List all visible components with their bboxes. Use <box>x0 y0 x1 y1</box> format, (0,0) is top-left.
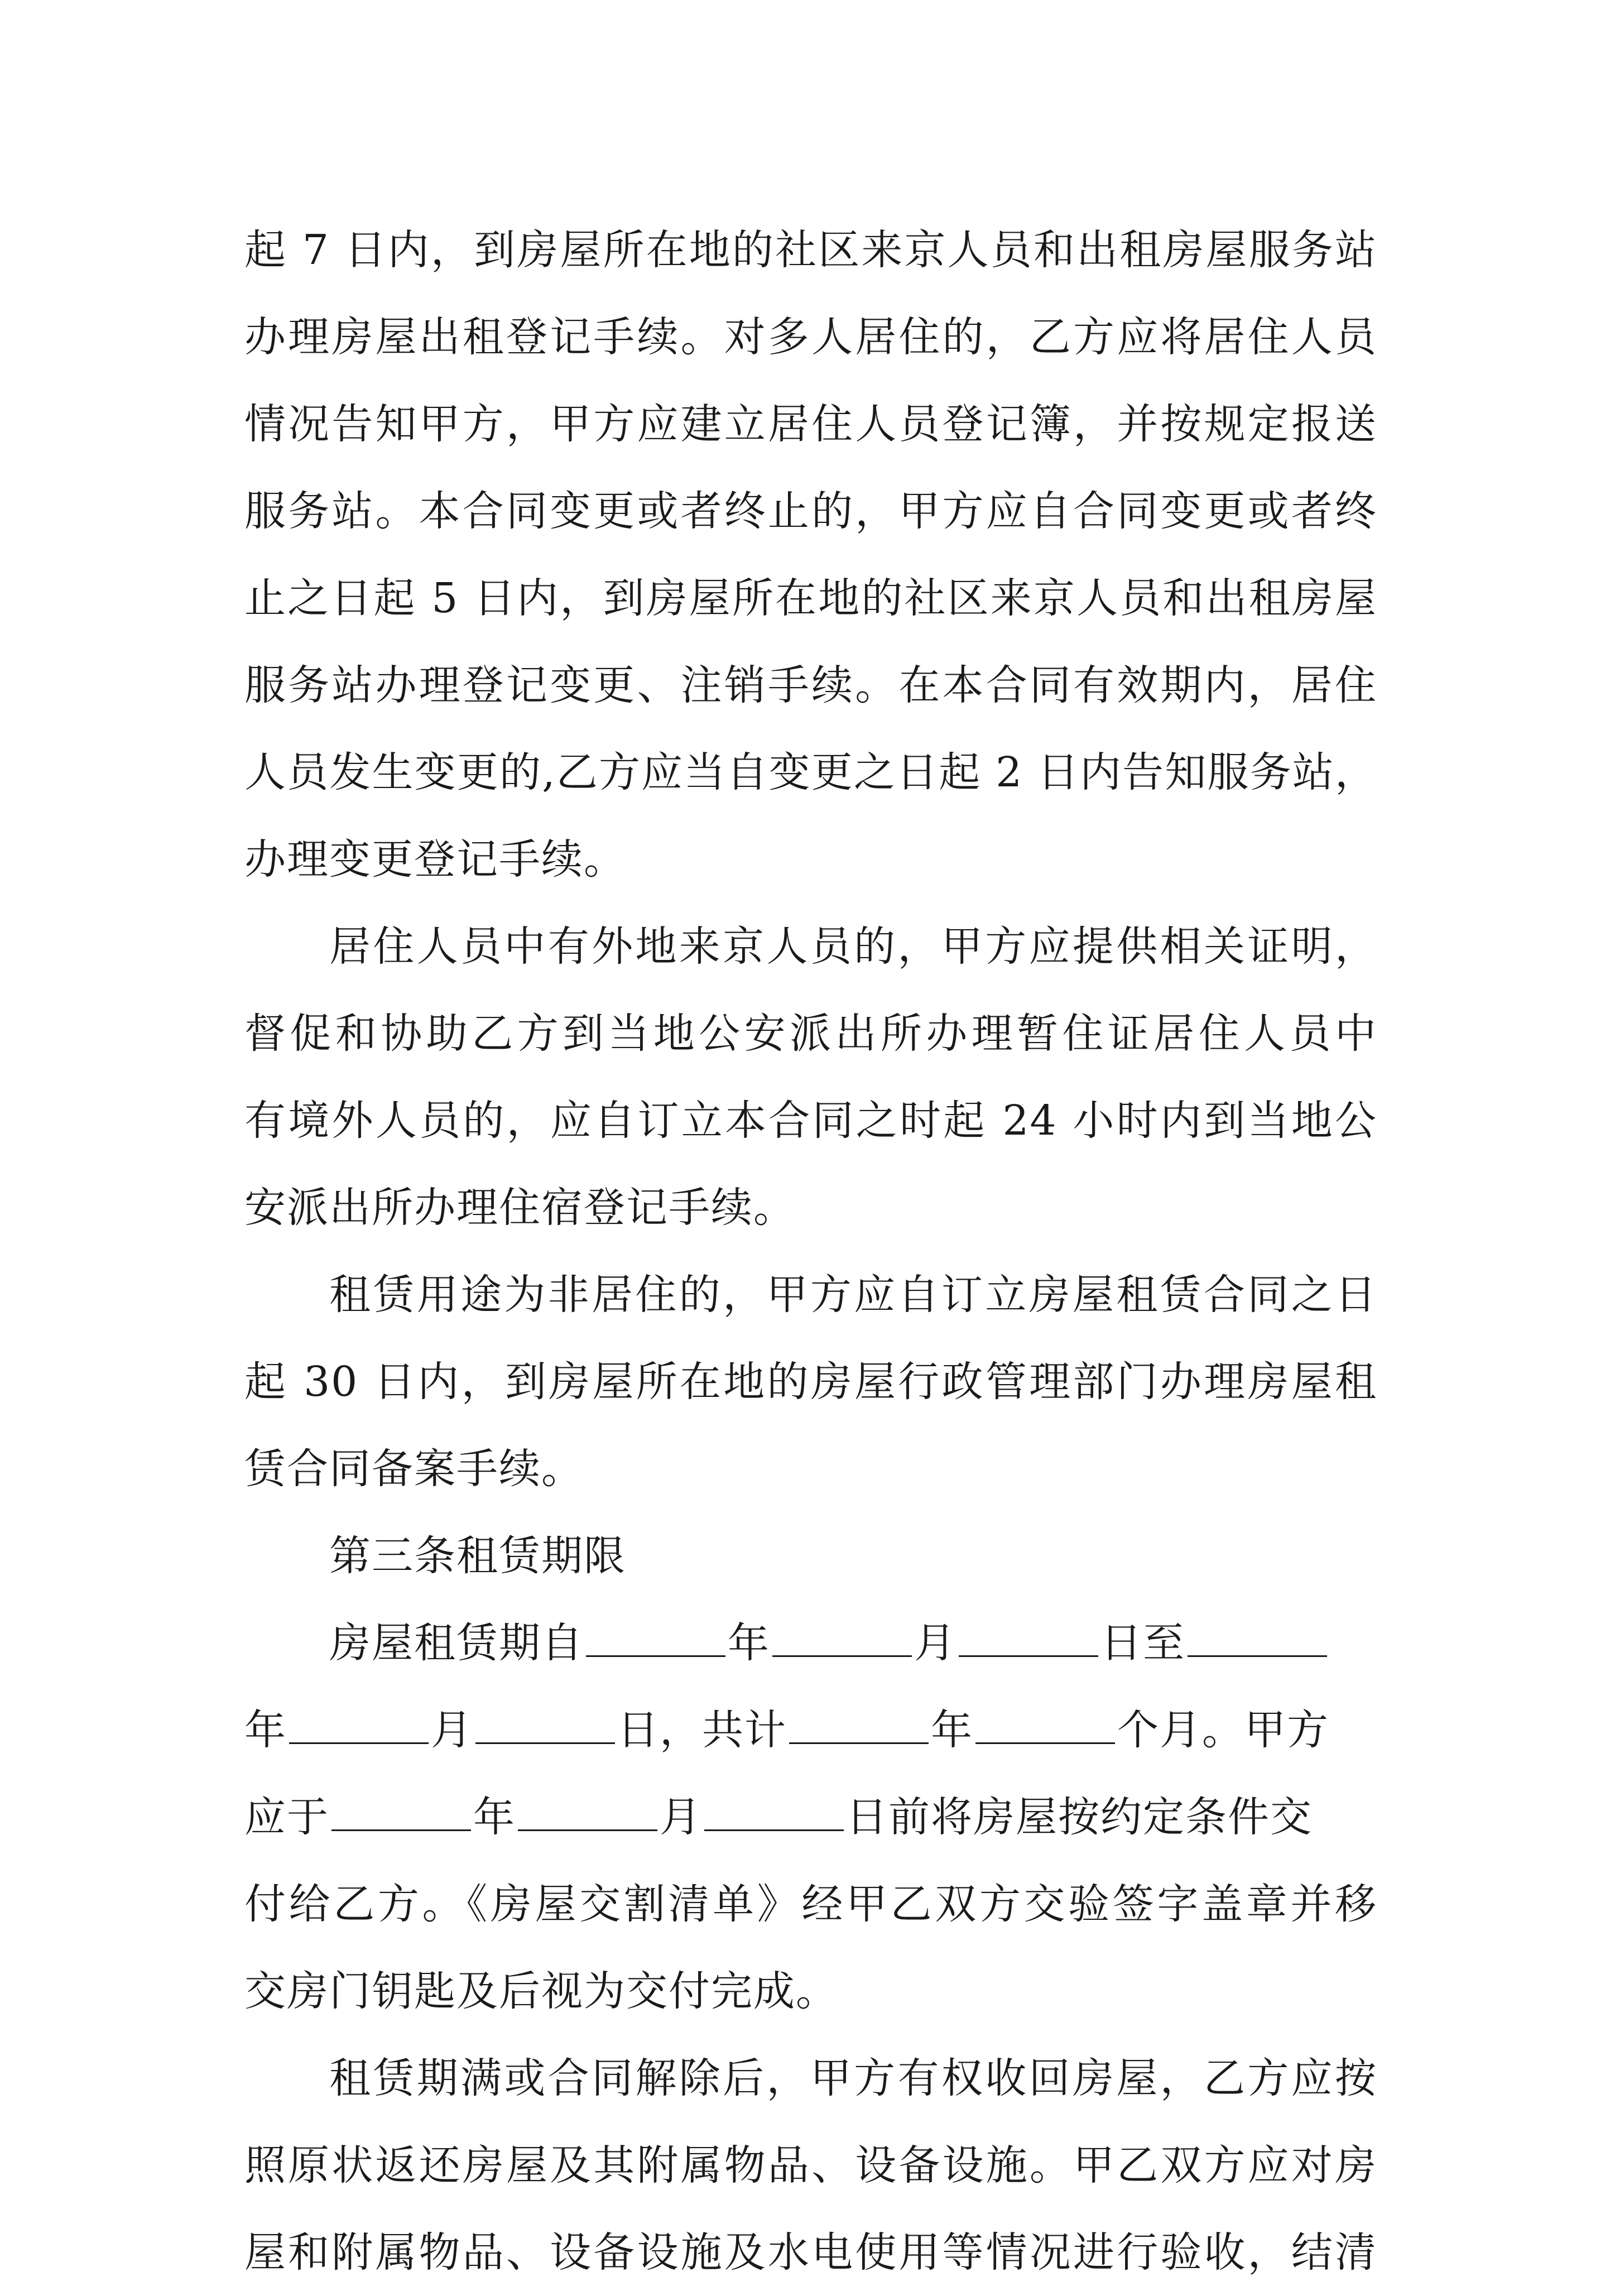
term-text: 年 <box>931 1706 973 1754</box>
term-text: 年 <box>244 1706 287 1754</box>
fill-blank <box>475 1709 615 1744</box>
paragraph-line: 赁合同备案手续。 <box>244 1445 584 1493</box>
term-line <box>244 1599 1377 1687</box>
term-text: 应于 <box>244 1793 329 1841</box>
fill-blank <box>518 1796 657 1831</box>
term-text: 房屋租赁期自 <box>329 1619 584 1667</box>
paragraph-line: 办理房屋出租登记手续。对多人居住的，乙方应将居住人员 <box>244 313 1377 361</box>
term-line <box>244 1687 1377 1774</box>
paragraph-line: 服务站办理登记变更、注销手续。在本合同有效期内，居住 <box>244 661 1377 709</box>
term-text: 月 <box>660 1793 702 1841</box>
document-body <box>244 206 1377 2296</box>
fill-blank <box>772 1622 912 1657</box>
paragraph-line: 服务站。本合同变更或者终止的，甲方应自合同变更或者终 <box>244 487 1377 535</box>
paragraph-line: 付给乙方。《房屋交割清单》经甲乙双方交验签字盖章并移 <box>244 1880 1377 1928</box>
paragraph-line: 屋和附属物品、设备设施及水电使用等情况进行验收，结清 <box>244 2228 1377 2276</box>
term-text: 月 <box>431 1706 473 1754</box>
fill-blank <box>289 1709 429 1744</box>
paragraph-line: 交房门钥匙及后视为交付完成。 <box>244 1967 838 2015</box>
term-text: 日前将房屋按约定条件交 <box>846 1793 1313 1841</box>
paragraph-line: 督促和协助乙方到当地公安派出所办理暂住证居住人员中 <box>244 1010 1377 1058</box>
term-text: 月 <box>914 1619 956 1667</box>
term-text: 年 <box>728 1619 770 1667</box>
fill-blank <box>331 1796 471 1831</box>
fill-blank <box>1188 1622 1327 1657</box>
paragraph-line: 人员发生变更的,乙方应当自变更之日起 2 日内告知服务站， <box>244 748 1377 796</box>
paragraph-line: 止之日起 5 日内，到房屋所在地的社区来京人员和出租房屋 <box>244 574 1377 622</box>
fill-blank <box>975 1709 1115 1744</box>
paragraph-line: 有境外人员的，应自订立本合同之时起 24 小时内到当地公 <box>244 1097 1377 1145</box>
paragraph-line: 租赁期满或合同解除后，甲方有权收回房屋，乙方应按 <box>329 2054 1377 2102</box>
fill-blank <box>789 1709 929 1744</box>
term-text: 年 <box>473 1793 516 1841</box>
paragraph-line: 办理变更登记手续。 <box>244 835 626 883</box>
paragraph-line: 安派出所办理住宿登记手续。 <box>244 1184 796 1232</box>
section-heading: 第三条租赁期限 <box>329 1532 626 1580</box>
term-line <box>244 1774 1377 1861</box>
paragraph-line: 情况告知甲方，甲方应建立居住人员登记簿，并按规定报送 <box>244 400 1377 448</box>
paragraph-line: 居住人员中有外地来京人员的，甲方应提供相关证明， <box>329 923 1377 971</box>
paragraph-line: 起 7 日内，到房屋所在地的社区来京人员和出租房屋服务站 <box>244 226 1377 274</box>
fill-blank <box>704 1796 844 1831</box>
fill-blank <box>586 1622 725 1657</box>
paragraph-line: 照原状返还房屋及其附属物品、设备设施。甲乙双方应对房 <box>244 2141 1377 2189</box>
term-text: 日至 <box>1100 1619 1185 1667</box>
fill-blank <box>959 1622 1098 1657</box>
paragraph-line: 起 30 日内，到房屋所在地的房屋行政管理部门办理房屋租 <box>244 1358 1377 1406</box>
term-text: 个月。甲方 <box>1117 1706 1329 1754</box>
paragraph-line: 租赁用途为非居住的，甲方应自订立房屋租赁合同之日 <box>329 1271 1377 1319</box>
term-text: 日，共计 <box>617 1706 787 1754</box>
